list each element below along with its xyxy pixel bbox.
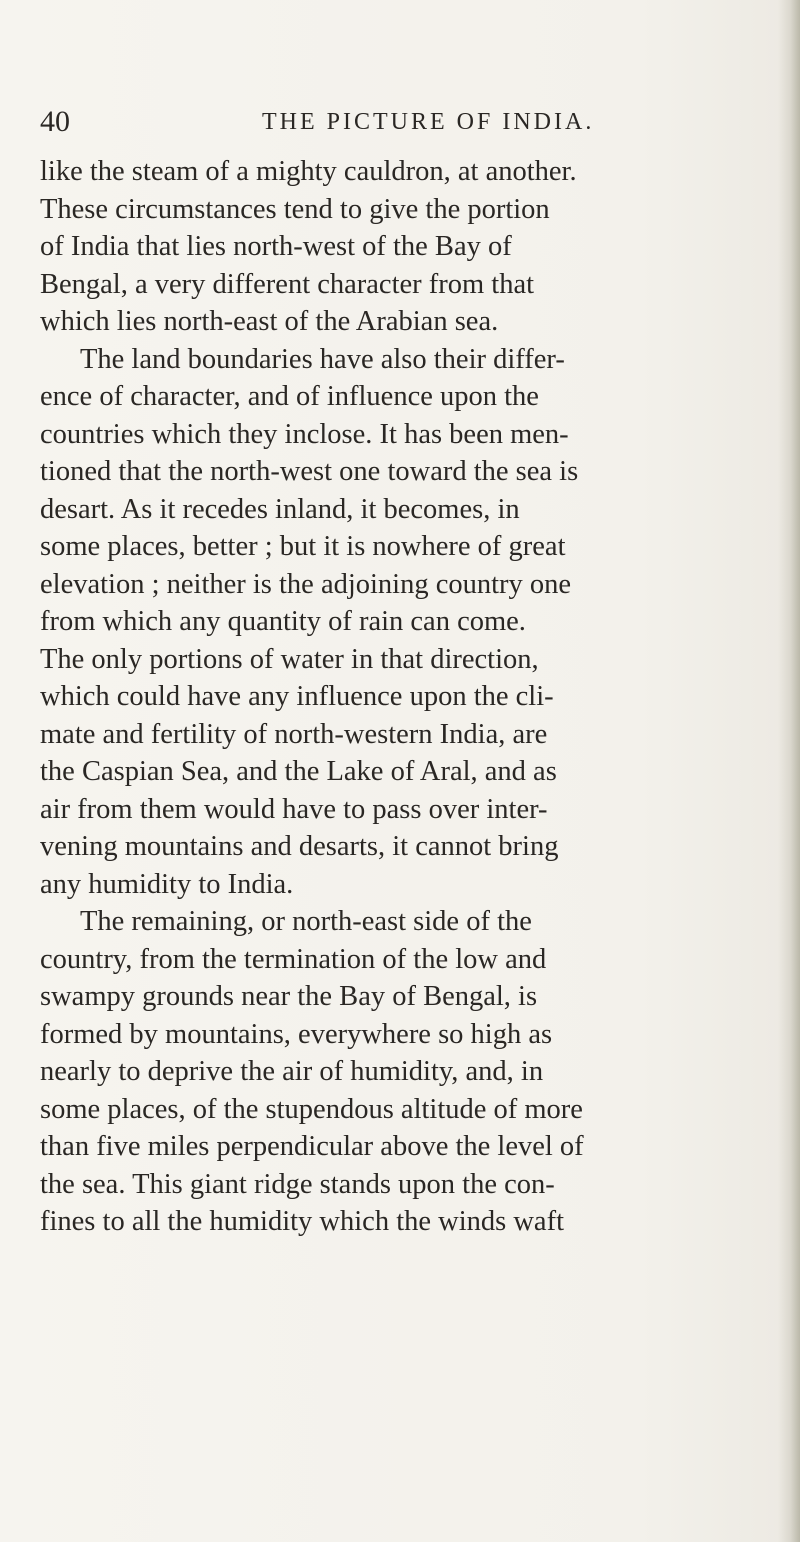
text-line: air from them would have to pass over inter-: [40, 793, 548, 825]
text-line: The only portions of water in that direction,: [40, 643, 539, 675]
text-line: the Caspian Sea, and the Lake of Aral, and as: [40, 756, 557, 787]
text-line: of India that lies north-west of the Bay of: [40, 231, 512, 262]
text-line: any humidity to India.: [40, 868, 294, 900]
text-line: elevation ; neither is the adjoining country one: [40, 568, 572, 600]
text-line: from which any quantity of rain can come.: [40, 606, 526, 637]
page-number: 40: [40, 105, 70, 138]
text-line: desart. As it recedes inland, it becomes, in: [40, 493, 520, 525]
text-line: which could have any influence upon the cli-: [40, 681, 554, 712]
page-header: [40, 102, 740, 142]
text-line: countries which they inclose. It has been men-: [40, 418, 569, 450]
page-edge-shadow: [778, 0, 800, 1542]
text-line: than five miles perpendicular above the level of: [40, 1131, 584, 1162]
text-line: nearly to deprive the air of humidity, and, in: [40, 1056, 544, 1087]
text-line: ence of character, and of influence upon the: [40, 381, 539, 412]
text-line: mate and fertility of north-western India, are: [40, 718, 548, 750]
text-line: fines to all the humidity which the winds waft: [40, 1206, 564, 1237]
text-line: some places, better ; but it is nowhere of great: [40, 531, 566, 562]
text-line: like the steam of a mighty cauldron, at another.: [40, 156, 577, 187]
text-line: country, from the termination of the low and: [40, 943, 547, 975]
paragraph-start-line: The land boundaries have also their differ-: [80, 343, 565, 375]
running-head: THE PICTURE OF INDIA.: [262, 109, 595, 135]
text-line: vening mountains and desarts, it cannot bring: [40, 831, 559, 862]
text-line: some places, of the stupendous altitude of more: [40, 1093, 583, 1125]
text-line: swampy grounds near the Bay of Bengal, is: [40, 981, 538, 1012]
text-line: tioned that the north-west one toward the sea is: [40, 456, 579, 487]
text-line: formed by mountains, everywhere so high as: [40, 1018, 553, 1050]
text-line: Bengal, a very different character from that: [40, 268, 535, 300]
text-line: which lies north-east of the Arabian sea.: [40, 306, 499, 337]
text-line: the sea. This giant ridge stands upon the con-: [40, 1168, 555, 1200]
body-text: [40, 153, 780, 1241]
text-line: These circumstances tend to give the portion: [40, 193, 550, 225]
paragraph-start-line: The remaining, or north-east side of the: [80, 906, 532, 937]
